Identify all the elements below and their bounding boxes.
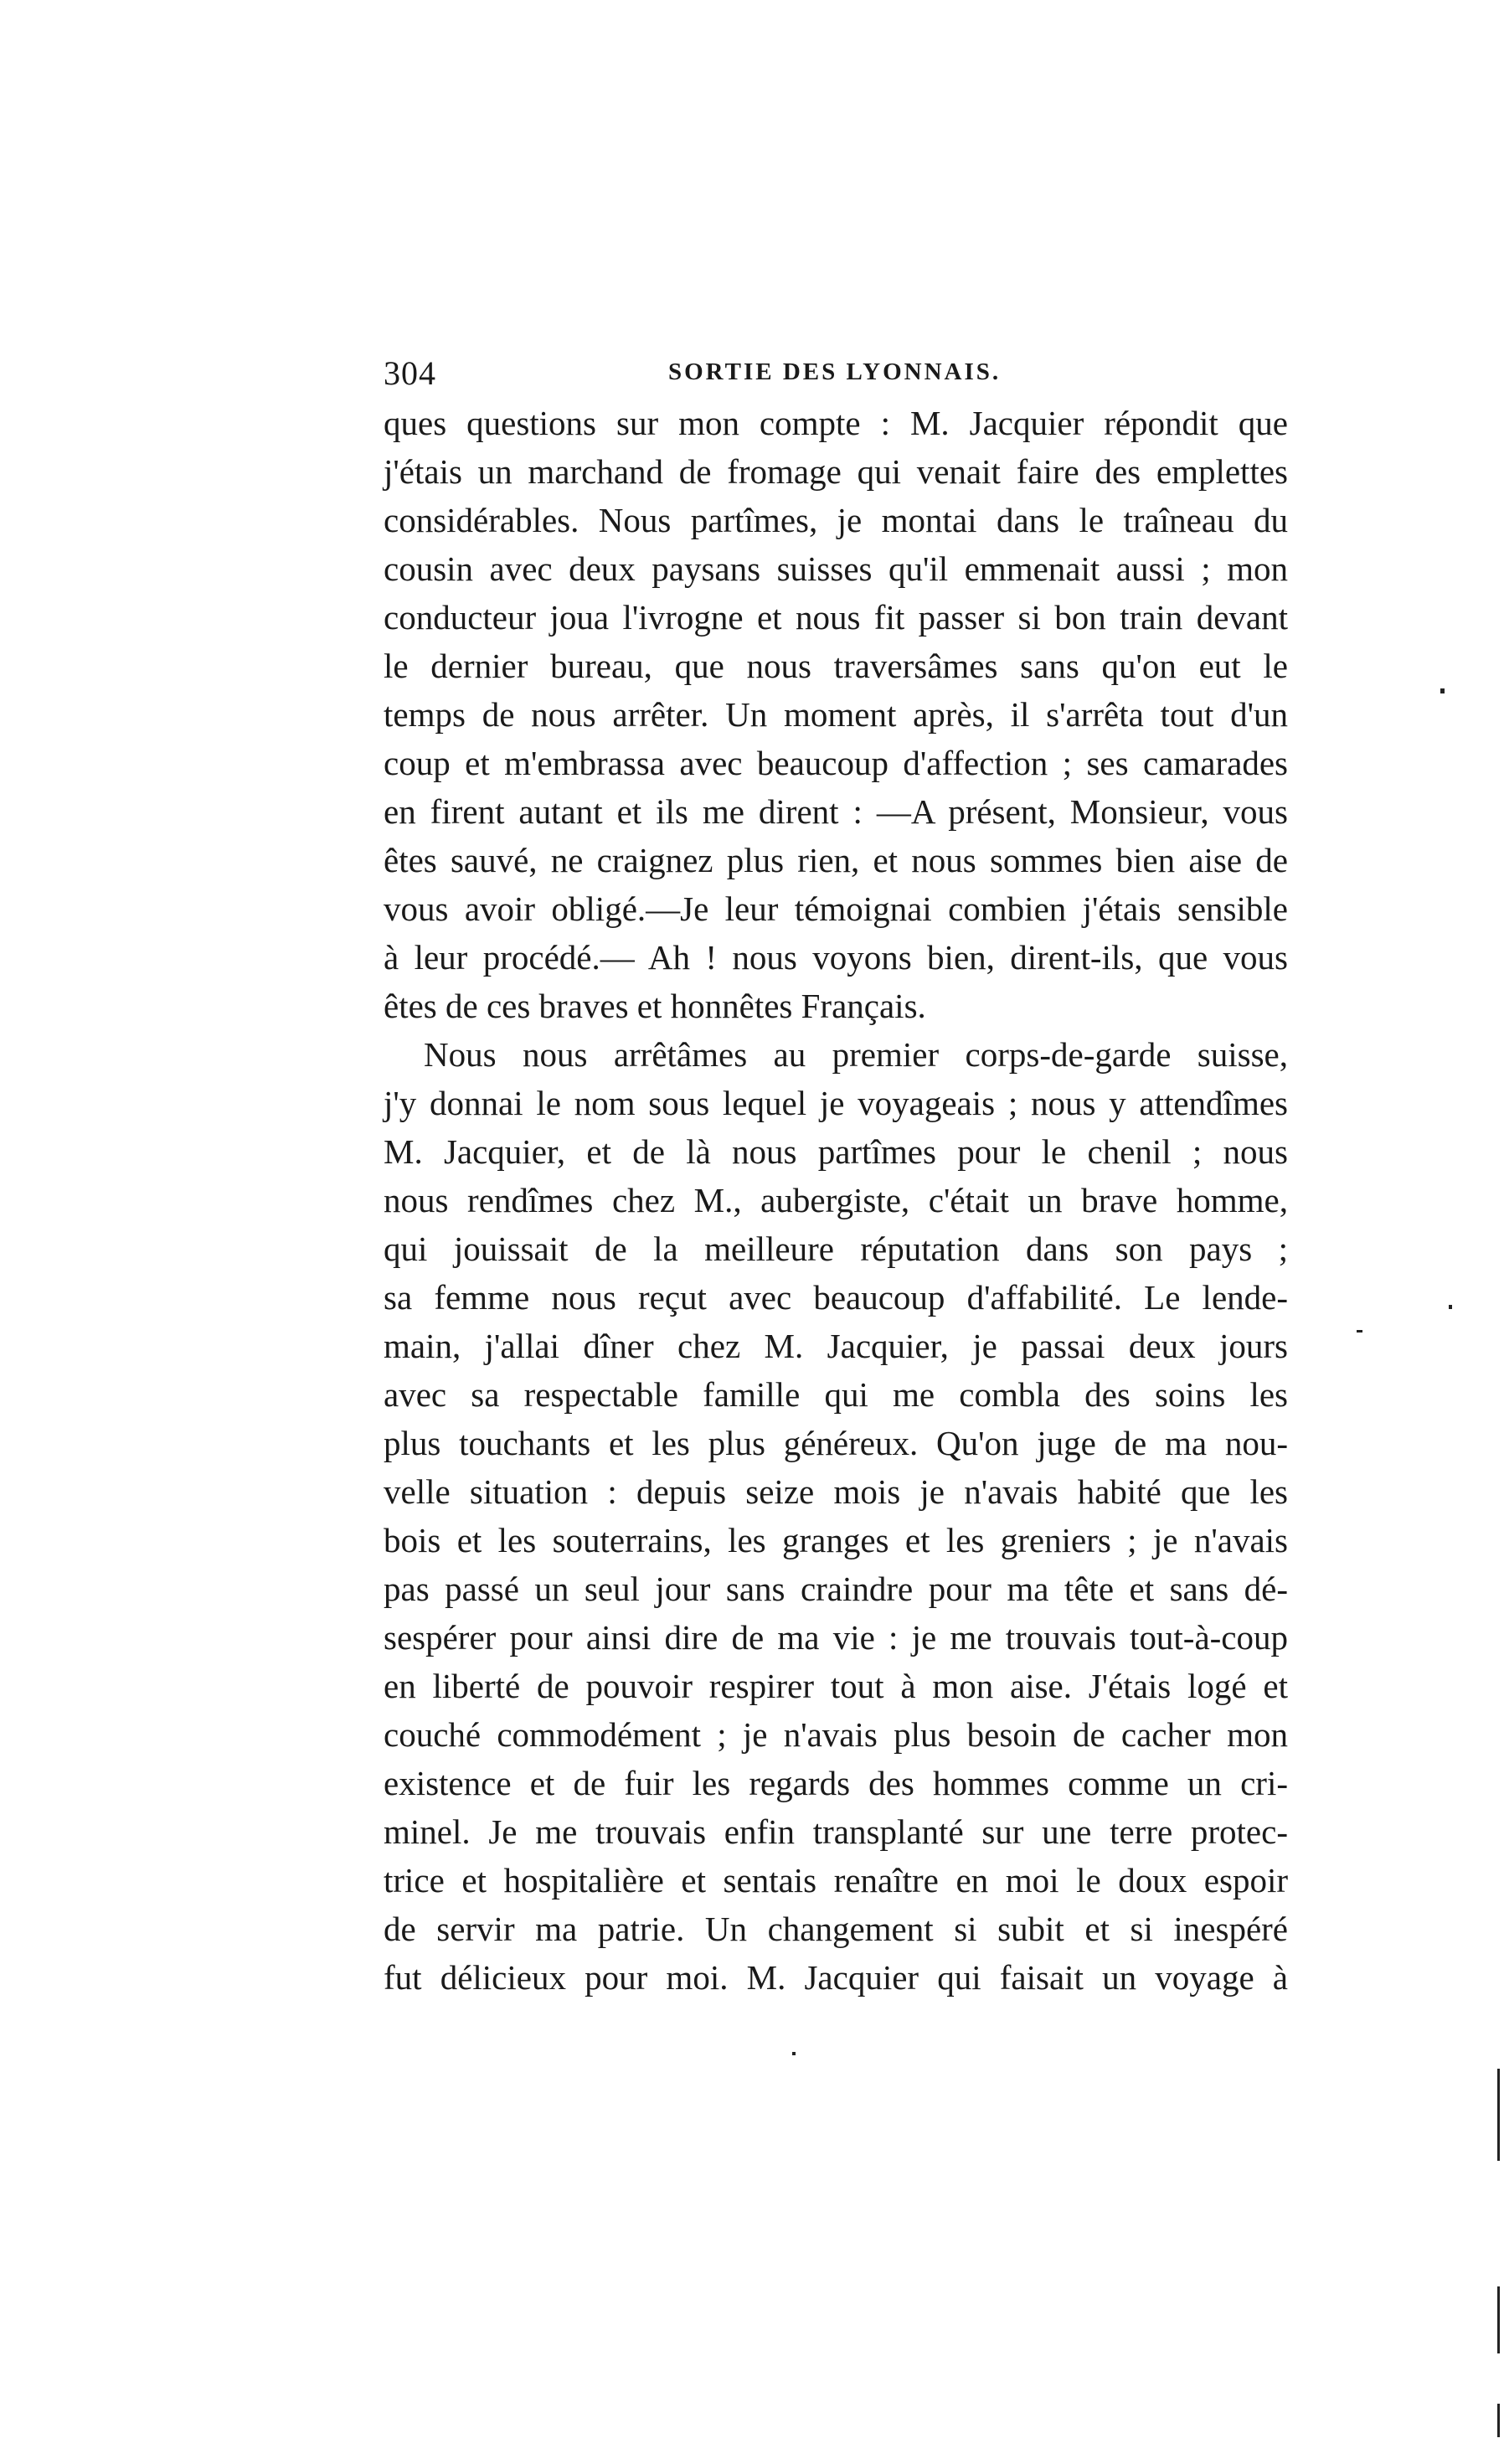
text-line: sa femme nous reçut avec beaucoup d'affabilité. Le lende-	[384, 1278, 1288, 1317]
text-line: plus touchants et les plus généreux. Qu'on juge de ma nou-	[384, 1424, 1288, 1462]
paragraph-2	[384, 1030, 1288, 2002]
text-line: velle situation : depuis seize mois je n'avais habité que les	[384, 1472, 1288, 1511]
text-line: j'y donnai le nom sous lequel je voyageais ; nous y attendîmes	[384, 1084, 1288, 1122]
text-line: conducteur joua l'ivrogne et nous fit passer si bon train devant	[384, 598, 1288, 637]
body-text	[384, 399, 1288, 2002]
text-line: nous rendîmes chez M., aubergiste, c'était un brave homme,	[384, 1181, 1288, 1219]
text-line: minel. Je me trouvais enfin transplanté sur une terre protec-	[384, 1812, 1288, 1851]
text-line: existence et de fuir les regards des hommes comme un cri-	[384, 1764, 1288, 1802]
scan-edge-line	[1497, 2404, 1500, 2437]
text-line: Nous nous arrêtâmes au premier corps-de-garde suisse,	[424, 1035, 1288, 1074]
text-line: à leur procédé.— Ah ! nous voyons bien, dirent-ils, que vous	[384, 938, 1288, 977]
scan-edge-line	[1497, 2286, 1500, 2353]
text-line: pas passé un seul jour sans craindre pour ma tête et sans dé-	[384, 1570, 1288, 1608]
text-line: M. Jacquier, et de là nous partîmes pour le chenil ; nous	[384, 1132, 1288, 1171]
text-line: le dernier bureau, que nous traversâmes sans qu'on eut le	[384, 647, 1288, 685]
text-line: fut délicieux pour moi. M. Jacquier qui faisait un voyage à	[384, 1958, 1288, 1997]
scan-speck	[1449, 1305, 1452, 1309]
scan-speck	[1440, 688, 1445, 693]
text-line: vous avoir obligé.—Je leur témoignai combien j'étais sensible	[384, 889, 1288, 928]
text-line: êtes de ces braves et honnêtes Français.	[384, 987, 926, 1025]
running-head: SORTIE DES LYONNAIS.	[668, 358, 1002, 385]
text-line: main, j'allai dîner chez M. Jacquier, je passai deux jours	[384, 1327, 1288, 1365]
text-line: temps de nous arrêter. Un moment après, il s'arrêta tout d'un	[384, 695, 1288, 734]
paragraph-1	[384, 399, 1288, 1030]
text-line: bois et les souterrains, les granges et les greniers ; je n'avais	[384, 1521, 1288, 1559]
text-line: j'étais un marchand de fromage qui venait faire des emplettes	[384, 452, 1288, 491]
text-line: de servir ma patrie. Un changement si subit et si inespéré	[384, 1910, 1288, 1948]
text-line: en firent autant et ils me dirent : —A présent, Monsieur, vous	[384, 792, 1288, 831]
scan-speck	[792, 2052, 796, 2055]
text-line: qui jouissait de la meilleure réputation dans son pays ;	[384, 1229, 1288, 1268]
page-number: 304	[384, 354, 436, 392]
text-line: coup et m'embrassa avec beaucoup d'affection ; ses camarades	[384, 744, 1288, 782]
text-line: êtes sauvé, ne craignez plus rien, et nous sommes bien aise de	[384, 841, 1288, 879]
scan-edge-line	[1497, 2069, 1500, 2161]
text-line: avec sa respectable famille qui me combla des soins les	[384, 1375, 1288, 1414]
text-line: considérables. Nous partîmes, je montai dans le traîneau du	[384, 501, 1288, 539]
page-header	[384, 353, 1288, 397]
text-line: cousin avec deux paysans suisses qu'il emmenait aussi ; mon	[384, 549, 1288, 588]
text-line: ques questions sur mon compte : M. Jacquier répondit que	[384, 404, 1288, 442]
scan-speck	[1357, 1330, 1362, 1333]
text-line: en liberté de pouvoir respirer tout à mon aise. J'étais logé et	[384, 1667, 1288, 1705]
text-line: couché commodément ; je n'avais plus besoin de cacher mon	[384, 1715, 1288, 1754]
text-line: sespérer pour ainsi dire de ma vie : je me trouvais tout-à-coup	[384, 1618, 1288, 1657]
text-line: trice et hospitalière et sentais renaître en moi le doux espoir	[384, 1861, 1288, 1900]
